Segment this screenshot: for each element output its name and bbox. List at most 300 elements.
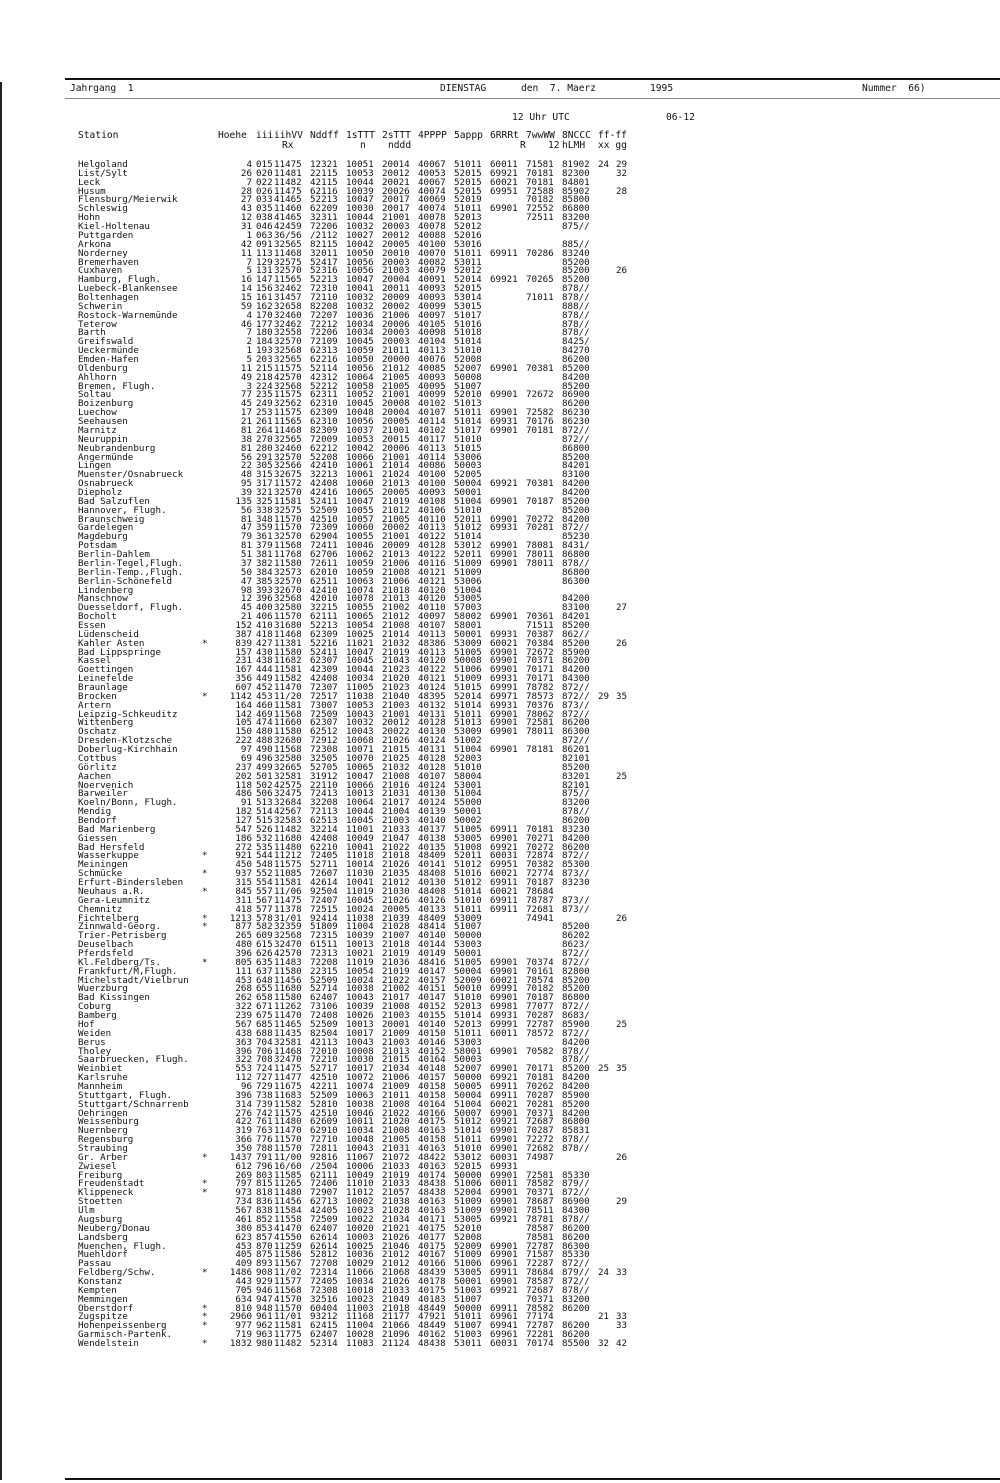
cell-6r: 60021 — [490, 885, 518, 897]
cell-hoehe: 69 — [240, 752, 252, 764]
cell-6r: 69901 — [490, 1196, 518, 1208]
cell-1st: 10013 — [346, 1018, 374, 1030]
cell-ff: 25 — [598, 1063, 610, 1075]
cell-iihvv: 42570 — [274, 371, 302, 383]
cell-name: Diepholz — [78, 487, 123, 498]
cell-7w: 70376 — [526, 699, 554, 711]
cell-6r: 60021 — [490, 974, 518, 986]
cell-iii: 675 — [256, 1010, 273, 1022]
cell-nddff: 72406 — [310, 1178, 338, 1190]
cell-5a: 52010 — [454, 389, 482, 401]
cell-iii: 526 — [256, 823, 273, 835]
cell-1st: 10039 — [346, 185, 374, 197]
cell-iihvv: 11580 — [274, 965, 302, 977]
cell-iihvv: 11577 — [274, 1275, 302, 1287]
cell-5a: 52008 — [454, 354, 482, 366]
cell-nddff: /2112 — [310, 229, 338, 241]
cell-nddff: 72607 — [310, 868, 338, 880]
cell-iihvv: 11468 — [274, 247, 302, 259]
cell-name: Berlin-Tegel,Flugh. — [78, 557, 184, 569]
cell-5a: 51004 — [454, 788, 482, 800]
cell-iihvv: 11660 — [274, 717, 302, 729]
cell-5a: 53009 — [454, 912, 482, 924]
cell-4p: 40121 — [418, 566, 446, 578]
cell-7w: 78587 — [526, 1275, 554, 1287]
cell-6r: 69921 — [490, 274, 518, 286]
cell-nddff: 42312 — [310, 371, 338, 383]
cell-4p: 40147 — [418, 992, 446, 1004]
cell-4p: 40124 — [418, 797, 446, 809]
cell-hoehe: 105 — [235, 717, 252, 729]
cell-iii: 015 — [256, 159, 273, 170]
cell-1st: 10021 — [346, 947, 374, 959]
cell-iihvv: 41570 — [274, 1293, 302, 1305]
cell-7w: 70272 — [526, 513, 554, 525]
cell-iii: 490 — [256, 744, 273, 756]
cell-hoehe: 164 — [235, 699, 252, 711]
cell-7w: 78787 — [526, 894, 554, 906]
cell-nddff: 52810 — [310, 1098, 338, 1110]
cell-name: Flensburg/Meierwik — [78, 194, 178, 206]
cell-name: Braunlage — [78, 682, 128, 694]
cell-7w: 70384 — [526, 637, 554, 649]
cell-1st: 10074 — [346, 584, 374, 596]
cell-hoehe: 79 — [240, 531, 252, 543]
cell-8n: 872// — [562, 1001, 590, 1013]
cell-2st: 21008 — [382, 1098, 410, 1110]
cell-name: Erfurt-Bindersleben — [78, 877, 184, 889]
cell-2st: 21012 — [382, 877, 410, 889]
cell-2st: 21001 — [382, 424, 410, 436]
cell-hoehe: 56 — [240, 451, 252, 463]
cell-iihvv: 32460 — [274, 309, 302, 321]
cell-iihvv: 11381 — [274, 637, 302, 649]
cell-1st: 10052 — [346, 389, 374, 401]
cell-star: * — [202, 1338, 208, 1350]
cell-7w: 70361 — [526, 611, 554, 623]
cell-iii: 615 — [256, 939, 273, 951]
cell-5a: 52009 — [454, 1240, 482, 1252]
cell-hoehe: 553 — [235, 1063, 252, 1075]
cell-7w: 70381 — [526, 478, 554, 490]
cell-hoehe: 4 — [246, 309, 252, 321]
cell-8n: 86800 — [562, 203, 590, 215]
cell-2st: 21005 — [382, 1134, 410, 1146]
cell-iii: 162 — [256, 300, 273, 312]
cell-iii: 552 — [256, 868, 273, 880]
cell-name: Rostock-Warnemünde — [78, 309, 178, 321]
cell-2st: 21014 — [382, 628, 410, 640]
cell-iihvv: 32475 — [274, 788, 302, 800]
cell-1st: 10053 — [346, 433, 374, 445]
cell-2st: 20026 — [382, 185, 410, 197]
cell-iii: 962 — [256, 1320, 273, 1332]
cell-4p: 40163 — [418, 1196, 446, 1208]
cell-4p: 40157 — [418, 974, 446, 986]
cell-5a: 51016 — [454, 318, 482, 330]
cell-nddff: 12321 — [310, 159, 338, 170]
cell-8n: 878// — [562, 557, 590, 569]
cell-name: Mannheim — [78, 1080, 123, 1092]
cell-hoehe: 396 — [235, 947, 252, 959]
cell-7w: 78011 — [526, 557, 554, 569]
cell-star: * — [202, 690, 208, 702]
cell-2st: 20005 — [382, 487, 410, 498]
cell-iii: 161 — [256, 291, 273, 303]
cell-7w: 72682 — [526, 1143, 554, 1154]
cell-iihvv: 11570 — [274, 513, 302, 525]
page-frame-edge — [0, 82, 2, 1480]
cell-iii: 515 — [256, 815, 273, 826]
cell-5a: 50004 — [454, 965, 482, 977]
cell-5a: 51007 — [454, 380, 482, 392]
cell-iii: 688 — [256, 1027, 273, 1039]
cell-5a: 53005 — [454, 1267, 482, 1279]
cell-name: Braunschweig — [78, 513, 145, 525]
cell-8n: 85200 — [562, 362, 590, 374]
cell-2st: 21124 — [382, 1338, 410, 1350]
cell-gg: 26 — [616, 912, 628, 924]
cell-name: Stuttgart, Flugh. — [78, 1089, 173, 1101]
cell-1st: 10066 — [346, 779, 374, 791]
cell-nddff: 51809 — [310, 921, 338, 933]
cell-8n: 86300 — [562, 575, 590, 587]
cell-iii: 406 — [256, 611, 273, 623]
cell-2st: 21019 — [382, 495, 410, 507]
cell-7w: 70387 — [526, 628, 554, 640]
cell-hoehe: 7 — [246, 176, 252, 188]
cell-6r: 69901 — [490, 1275, 518, 1287]
cell-iihvv: 11482 — [274, 176, 302, 188]
cell-5a: 51014 — [454, 416, 482, 428]
cell-6r: 69931 — [490, 416, 518, 428]
cell-name: Gr. Arber — [78, 1151, 128, 1163]
cell-nddff: 42309 — [310, 664, 338, 676]
cell-2st: 21020 — [382, 673, 410, 685]
cell-1st: 10064 — [346, 797, 374, 809]
cell-4p: 40082 — [418, 256, 446, 268]
cell-8n: 86200 — [562, 717, 590, 729]
cell-8n: 85330 — [562, 1169, 590, 1181]
cell-5a: 51014 — [454, 336, 482, 348]
cell-4p: 40128 — [418, 752, 446, 764]
cell-iihvv: 11581 — [274, 664, 302, 676]
cell-hoehe: 547 — [235, 823, 252, 835]
cell-nddff: 52213 — [310, 194, 338, 206]
cell-name: Landsberg — [78, 1231, 128, 1243]
cell-name: Doberlug-Kirchhain — [78, 744, 178, 756]
cell-4p: 48408 — [418, 868, 446, 880]
cell-iii: 203 — [256, 354, 273, 366]
cell-7w: 72672 — [526, 646, 554, 658]
cell-nddff: 62010 — [310, 566, 338, 578]
cell-hoehe: 45 — [240, 602, 252, 614]
cell-iii: 249 — [256, 398, 273, 410]
cell-hoehe: 937 — [235, 868, 252, 880]
cell-5a: 50001 — [454, 1275, 482, 1287]
cell-6r: 69931 — [490, 628, 518, 640]
cell-1st: 10003 — [346, 1231, 374, 1243]
cell-5a: 51015 — [454, 442, 482, 454]
cell-iii: 893 — [256, 1258, 273, 1270]
cell-hoehe: 977 — [235, 1320, 252, 1332]
cell-5a: 51009 — [454, 1249, 482, 1261]
cell-5a: 50000 — [454, 1072, 482, 1084]
cell-2st: 21009 — [382, 1027, 410, 1039]
cell-1st: 10054 — [346, 965, 374, 977]
cell-8n: 86200 — [562, 1320, 590, 1332]
col-station: Station — [78, 130, 119, 141]
cell-5a: 53005 — [454, 593, 482, 605]
cell-iihvv: 11477 — [274, 1072, 302, 1084]
cell-iihvv: 32570 — [274, 451, 302, 463]
cell-iihvv: 32570 — [274, 531, 302, 543]
cell-iii: 609 — [256, 930, 273, 942]
cell-hoehe: 810 — [235, 1302, 252, 1314]
cell-8n: 85200 — [562, 265, 590, 277]
cell-4p: 40114 — [418, 451, 446, 463]
cell-iii: 857 — [256, 1231, 273, 1243]
cell-name: Klippeneck — [78, 1187, 134, 1199]
cell-iii: 385 — [256, 575, 273, 587]
cell-hoehe: 705 — [235, 1284, 252, 1296]
cell-name: Potsdam — [78, 540, 117, 552]
cell-8n: 872// — [562, 424, 590, 436]
cell-nddff: 62210 — [310, 841, 338, 853]
cell-iii: 253 — [256, 407, 273, 419]
cell-8n: 85900 — [562, 1089, 590, 1101]
cell-nddff: 42408 — [310, 832, 338, 844]
cell-1st: 10038 — [346, 1098, 374, 1110]
cell-1st: 10008 — [346, 1045, 374, 1057]
cell-4p: 40102 — [418, 424, 446, 436]
cell-6r: 69901 — [490, 744, 518, 756]
cell-nddff: 72405 — [310, 1275, 338, 1287]
cell-7w: 70272 — [526, 841, 554, 853]
cell-2st: 21004 — [382, 806, 410, 818]
cell-8n: 84200 — [562, 593, 590, 605]
col-iihvv: iihVV — [274, 130, 303, 141]
cell-4p: 40100 — [418, 469, 446, 481]
cell-6r: 69961 — [490, 1329, 518, 1341]
col-nddff: Nddff — [310, 130, 339, 141]
cell-iii: 838 — [256, 1205, 273, 1217]
cell-hoehe: 396 — [235, 1089, 252, 1101]
cell-4p: 40116 — [418, 557, 446, 569]
cell-iihvv: 11468 — [274, 1045, 302, 1057]
cell-4p: 40175 — [418, 1222, 446, 1234]
cell-4p: 40114 — [418, 416, 446, 428]
cell-iihvv: 11581 — [274, 495, 302, 507]
cell-1st: 10046 — [346, 1107, 374, 1119]
cell-nddff: 82115 — [310, 238, 338, 250]
cell-8n: 81902 — [562, 159, 590, 170]
cell-7w: 78582 — [526, 1178, 554, 1190]
cell-5a: 52013 — [454, 1001, 482, 1013]
cell-5a: 50008 — [454, 371, 482, 383]
cell-5a: 53006 — [454, 451, 482, 463]
cell-iihvv: 11575 — [274, 1107, 302, 1119]
cell-hoehe: 46 — [240, 318, 252, 330]
cell-name: Barth — [78, 327, 106, 339]
cell-6r: 69921 — [490, 841, 518, 853]
cell-1st: 10045 — [346, 655, 374, 667]
cell-iihvv: 41470 — [274, 1222, 302, 1234]
cell-name: Bamberg — [78, 1010, 117, 1022]
cell-7w: 70187 — [526, 992, 554, 1004]
cell-8n: 86800 — [562, 1116, 590, 1128]
cell-hoehe: 607 — [235, 682, 252, 694]
cell-8n: 85200 — [562, 256, 590, 268]
cell-iihvv: 42567 — [274, 806, 302, 818]
cell-5a: 52015 — [454, 1160, 482, 1172]
cell-hoehe: 272 — [235, 841, 252, 853]
cell-hoehe: 418 — [235, 903, 252, 915]
cell-4p: 40158 — [418, 1089, 446, 1101]
cell-4p: 40163 — [418, 1143, 446, 1154]
cell-nddff: 42416 — [310, 487, 338, 498]
cell-8n: 85200 — [562, 274, 590, 286]
cell-7w: 72687 — [526, 1284, 554, 1296]
cell-2st: 21046 — [382, 1240, 410, 1252]
cell-6r: 69901 — [490, 389, 518, 401]
issue-number: Nummer 66) — [862, 83, 926, 94]
cell-gg: 26 — [616, 637, 628, 649]
cell-hoehe: 409 — [235, 1258, 252, 1270]
cell-1st: 10002 — [346, 1196, 374, 1208]
cell-7w: 78181 — [526, 744, 554, 756]
cell-2st: 21003 — [382, 815, 410, 826]
cell-6r: 69901 — [490, 540, 518, 552]
cell-2st: 21031 — [382, 788, 410, 800]
cell-2st: 20002 — [382, 300, 410, 312]
cell-nddff: 62609 — [310, 1116, 338, 1128]
cell-name: Karlsruhe — [78, 1072, 128, 1084]
cell-hoehe: 322 — [235, 1054, 252, 1066]
cell-1st: 10062 — [346, 549, 374, 561]
cell-8n: 85200 — [562, 451, 590, 463]
cell-hoehe: 22 — [240, 460, 252, 472]
cell-2st: 21003 — [382, 1010, 410, 1022]
cell-1st: 10047 — [346, 770, 374, 782]
cell-nddff: 62111 — [310, 611, 338, 623]
cell-hoehe: 3 — [246, 380, 252, 392]
cell-iihvv: 11480 — [274, 1116, 302, 1128]
cell-8n: 872// — [562, 522, 590, 534]
cell-8n: 85900 — [562, 1018, 590, 1030]
cell-hoehe: 567 — [235, 1205, 252, 1217]
cell-iii: 280 — [256, 442, 273, 454]
cell-7w: 70582 — [526, 1045, 554, 1057]
cell-6r: 69901 — [490, 1143, 518, 1154]
cell-hoehe: 135 — [235, 495, 252, 507]
cell-6r: 60031 — [490, 1151, 518, 1163]
cell-1st: 10022 — [346, 1213, 374, 1225]
cell-iihvv: 32580 — [274, 752, 302, 764]
cell-1st: 11066 — [346, 1267, 374, 1279]
cell-name: Brocken — [78, 690, 117, 702]
cell-5a: 52013 — [454, 212, 482, 224]
cell-iii: 361 — [256, 531, 273, 543]
cell-6r: 69961 — [490, 1311, 518, 1323]
cell-1st: 10013 — [346, 939, 374, 951]
cell-iihvv: 11/00 — [274, 1151, 302, 1163]
cell-nddff: 62511 — [310, 575, 338, 587]
cell-iihvv: 32684 — [274, 797, 302, 809]
cell-5a: 51005 — [454, 823, 482, 835]
cell-1st: 10065 — [346, 487, 374, 498]
cell-8n: 86202 — [562, 930, 590, 942]
cell-4p: 40128 — [418, 761, 446, 773]
cell-4p: 40171 — [418, 1213, 446, 1225]
cell-8n: 86230 — [562, 407, 590, 419]
cell-iii: 026 — [256, 185, 273, 197]
cell-5a: 51016 — [454, 868, 482, 880]
cell-4p: 40122 — [418, 664, 446, 676]
cell-hoehe: 15 — [240, 291, 252, 303]
cell-nddff: 72912 — [310, 735, 338, 747]
cell-nddff: 22110 — [310, 779, 338, 791]
cell-iihvv: 32565 — [274, 238, 302, 250]
cell-2st: 20012 — [382, 167, 410, 179]
cell-4p: 40175 — [418, 1240, 446, 1252]
cell-gg: 25 — [616, 770, 628, 782]
cell-iii: 706 — [256, 1045, 273, 1057]
cell-5a: 53016 — [454, 238, 482, 250]
cell-4p: 48449 — [418, 1320, 446, 1332]
cell-1st: 10036 — [346, 309, 374, 321]
cell-4p: 40126 — [418, 894, 446, 906]
cell-4p: 40122 — [418, 531, 446, 543]
cell-name: Nuernberg — [78, 1125, 128, 1137]
cell-6r: 69901 — [490, 611, 518, 623]
cell-iii: 685 — [256, 1018, 273, 1030]
cell-1st: 10049 — [346, 832, 374, 844]
cell-name: Lindenberg — [78, 584, 134, 596]
cell-8n: 873// — [562, 699, 590, 711]
col-8nccc: 8NCCC — [562, 130, 591, 141]
cell-name: Meiningen — [78, 859, 128, 871]
cell-1st: 10053 — [346, 167, 374, 179]
cell-name: Schmücke — [78, 868, 123, 880]
top-rule — [65, 78, 1000, 80]
cell-hoehe: 387 — [235, 628, 252, 640]
cell-1st: 10032 — [346, 300, 374, 312]
cell-nddff: 32011 — [310, 247, 338, 259]
cell-2st: 21031 — [382, 1143, 410, 1154]
cell-hoehe: 49 — [240, 371, 252, 383]
cell-iii: 506 — [256, 788, 273, 800]
cell-5a: 51009 — [454, 557, 482, 569]
cell-8n: 83200 — [562, 212, 590, 224]
cell-4p: 48449 — [418, 1302, 446, 1314]
cell-8n: 878// — [562, 1143, 590, 1154]
cell-4p: 40147 — [418, 965, 446, 977]
cell-name: Trier-Petrisberg — [78, 930, 167, 942]
cell-iii: 535 — [256, 841, 273, 853]
cell-hoehe: 405 — [235, 1249, 252, 1261]
cell-iii: 321 — [256, 487, 273, 498]
cell-nddff: 42408 — [310, 673, 338, 685]
cell-iihvv: 11580 — [274, 646, 302, 658]
cell-iihvv: 36/56 — [274, 229, 302, 241]
cell-nddff: 72110 — [310, 291, 338, 303]
cell-7w: 72874 — [526, 850, 554, 862]
cell-iii: 742 — [256, 1107, 273, 1119]
cell-nddff: 62216 — [310, 354, 338, 366]
cell-1st: 10057 — [346, 513, 374, 525]
cell-iii: 708 — [256, 1054, 273, 1066]
